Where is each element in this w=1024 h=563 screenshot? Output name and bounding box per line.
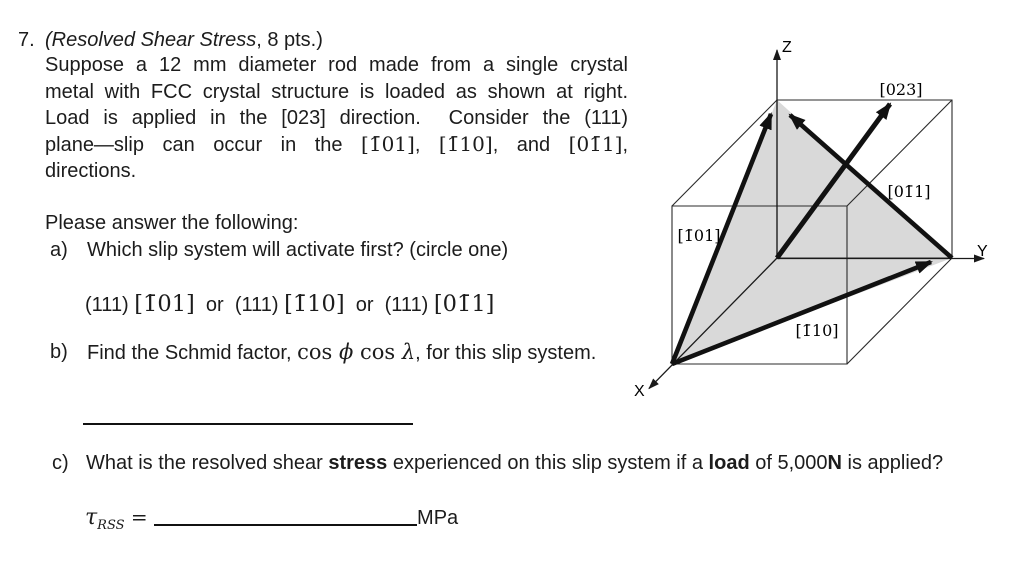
- load-023-label: [023]: [879, 80, 923, 99]
- crystal-diagram: [600, 0, 1024, 420]
- problem-statement: [45, 52, 628, 185]
- statement-line: Load is applied in the [023] direction. Consider the (111): [45, 107, 628, 129]
- statement-line: directions.: [45, 160, 137, 182]
- problem-heading: [18, 27, 618, 54]
- question-c-label: c): [52, 452, 69, 474]
- problem-number: 7.: [18, 29, 35, 51]
- statement-line: plane—slip can occur in the [1̄01], [1̄10], and [01̄1],: [45, 131, 628, 156]
- question-c-text: What is the resolved shear stress experienced on this slip system if a load of 5,000N is applied?: [86, 452, 944, 474]
- question-a-label: a): [50, 239, 68, 261]
- z-axis-label: Z: [782, 39, 792, 56]
- problem-title: (Resolved Shear Stress, 8 pts.): [45, 29, 323, 51]
- answer-blank-c: [154, 524, 417, 526]
- x-axis-label: X: [634, 383, 645, 400]
- statement-line: Suppose a 12 mm diameter rod made from a single crystal: [45, 54, 628, 76]
- equals-sign: =: [124, 505, 155, 529]
- slip-101-label: [1̄01]: [677, 226, 721, 245]
- slip-110-label: [1̄10]: [795, 321, 839, 340]
- answer-line-c: [85, 502, 458, 541]
- question-b-text: Find the Schmid factor, cos ϕ cos λ, for this slip system.: [87, 340, 597, 364]
- slip-system-options: (111) [1̄01] or (111) [1̄10] or (111) [01̄1]: [85, 291, 495, 317]
- tau-subscript: RSS: [97, 518, 125, 533]
- question-a-text: Which slip system will activate first? (circle one): [87, 239, 509, 261]
- y-axis-label: Y: [977, 243, 988, 260]
- statement-line: metal with FCC crystal structure is loaded as shown at right.: [45, 80, 628, 103]
- answer-blank-b: [83, 404, 413, 425]
- slip-011-label: [01̄1]: [887, 182, 931, 201]
- answer-prompt: Please answer the following:: [45, 212, 299, 234]
- question-b-label: b): [50, 341, 68, 363]
- tau-symbol: τ: [85, 505, 98, 530]
- unit-label: MPa: [417, 507, 459, 529]
